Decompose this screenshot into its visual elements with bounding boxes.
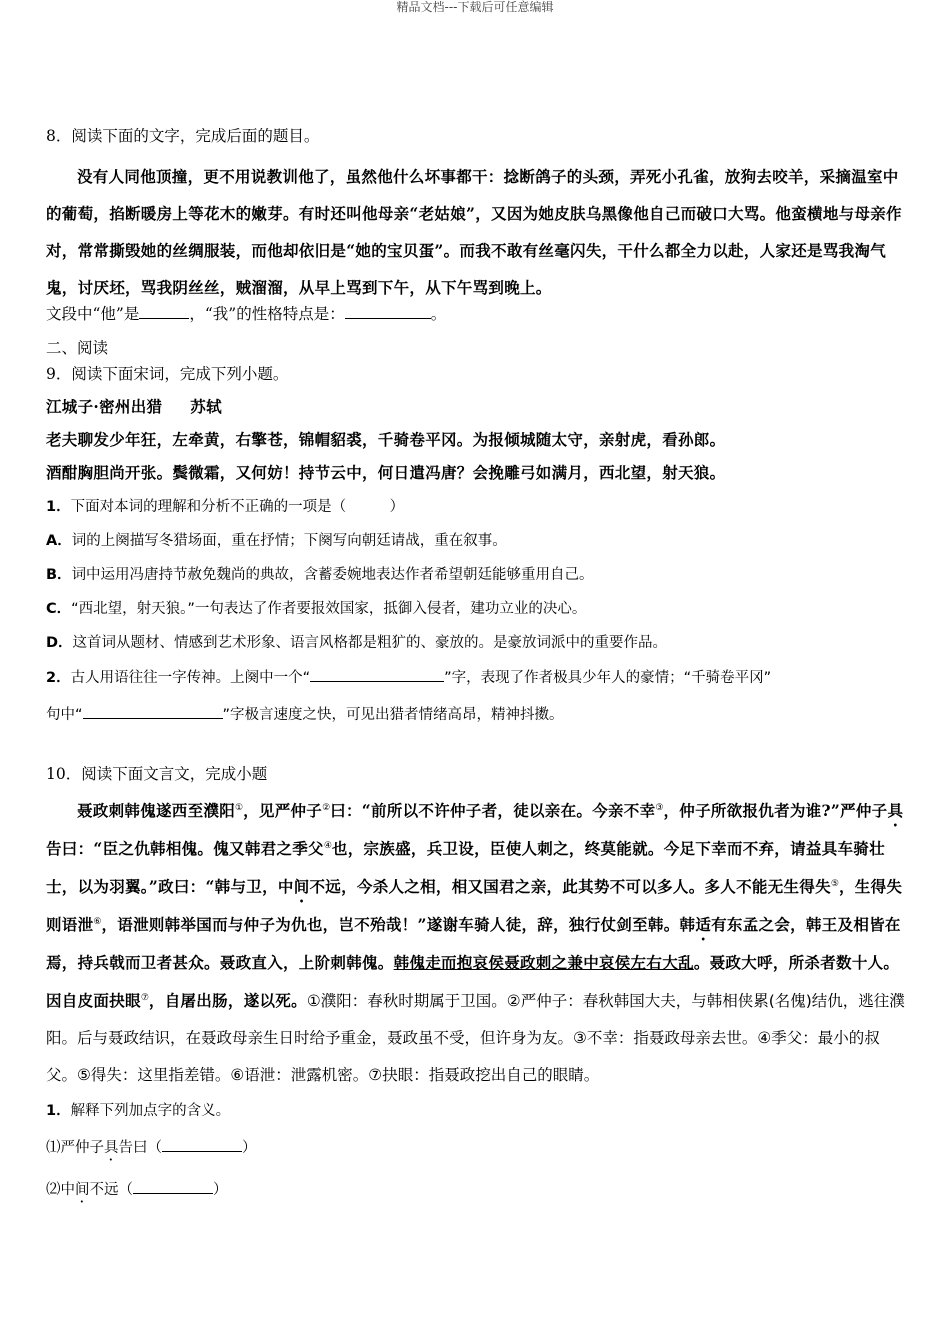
note-ref-1: ① [235, 802, 244, 813]
q8-ask-a: 文段中“他”是 [46, 305, 140, 323]
q10-item-2 [46, 1178, 908, 1206]
option-a-text: 词的上阕描写冬猎场面，重在抒情；下阕写向朝廷请战，重在叙事。 [71, 533, 507, 549]
note-ref-7: ⑦ [140, 992, 149, 1003]
q8-question [46, 303, 908, 325]
q10-item-1-dot: 具 [104, 1140, 119, 1156]
q10-text-5: 也，宗族盛，兵卫设，臣使人刺之，终莫能就。今足下幸而不弃，请益具车骑壮士，以为羽翼。”政曰：“韩与卫，中 [46, 839, 885, 896]
option-b-label: B． [46, 567, 72, 583]
option-b[interactable] [46, 564, 908, 586]
document-body [46, 125, 908, 1206]
q10-sub1-text: 解释下列加点字的含义。 [70, 1103, 231, 1119]
q8-passage: 没有人同他顶撞，更不用说教训他了，虽然他什么坏事都干：捻断鸽子的头颈，弄死小孔雀，放狗去咬羊，采摘温室中的葡萄，掐断暖房上等花木的嫩芽。有时还叫他母亲“老姑娘”，又因为她皮肤乌黑像他自己而破口大骂。他蛮横地与母亲作对，常常撕毁她的丝绸服装，而他却依旧是“她的宝贝蛋”。而我不敢有丝毫闪失，干什么都全力以赴，人家还是骂我淘气鬼，讨厌坯，骂我阴丝丝，贼溜溜，从早上骂到下午，从下午骂到晚上。 [46, 167, 902, 297]
q9-sub2-number: 2． [46, 670, 71, 686]
q9-sub1-text: 下面对本词的理解和分析不正确的一项是（ ） [70, 499, 405, 515]
q10-item-2-dot: 间 [75, 1182, 90, 1198]
q9-sub2-a: 古人用语往往一字传神。上阕中一个“ [70, 670, 311, 686]
q10-sub1 [46, 1100, 908, 1122]
q9-sub2-b: ”字，表现了作者极具少年人的豪情；“千骑卷平冈” [444, 670, 772, 686]
poem-title: 江城子·密州出猎 [46, 397, 163, 416]
q9-sub2-line1 [46, 666, 908, 689]
q10-item-1-b: 告曰（ [118, 1140, 162, 1156]
q10-item-1-c: ） [242, 1140, 257, 1156]
q10-text-9: 。聂政大呼，所杀者数十人。因自皮面抉眼 [46, 953, 900, 1010]
option-c[interactable] [46, 598, 908, 620]
q8-title: 8．阅读下面的文字，完成后面的题目。 [46, 127, 320, 145]
poem-line-2: 酒酣胸胆尚开张。鬓微霜，又何妨！持节云中，何日遣冯唐？会挽雕弓如满月，西北望，射天狼。 [46, 463, 726, 482]
q10-notes: ①濮阳：春秋时期属于卫国。②严仲子：春秋韩国大夫，与韩相侠累(名傀)结仇，逃往濮阳。后与聂政结识，在聂政母亲生日时给予重金，聂政虽不受，但许身为友。③不幸：指聂政母亲去世。④季父：最小的叔父。⑤得失：这里指差错。⑥语泄：泄露机密。⑦抉眼：指聂政挖出自己的眼睛。 [46, 992, 905, 1084]
option-c-label: C． [46, 601, 72, 617]
option-b-text: 词中运用冯唐持节赦免魏尚的典故，含蓄委婉地表达作者希望朝廷能够重用自己。 [71, 567, 594, 583]
option-d[interactable] [46, 632, 908, 654]
q10-item-1 [46, 1136, 908, 1164]
q10-text-7c: 有东孟之会，韩王及相皆在焉，持兵戟而卫者甚众。聂政直入，上阶刺韩傀。 [46, 915, 901, 972]
q10-passage [46, 792, 908, 1094]
q10-text-5c: 不远，今杀人之相，相又国君之亲，此其势不可以多人。多人不能无生得失 [309, 877, 831, 896]
dotted-char-ju: 具 [887, 801, 904, 820]
option-a-label: A． [46, 533, 72, 549]
dotted-char-shi: 适 [695, 915, 712, 934]
q10-blank-2[interactable] [133, 1178, 213, 1194]
q9-sub2-c: 句中“ [46, 707, 83, 723]
q10-title: 10．阅读下面文言文，完成小题 [46, 765, 268, 783]
q10-blank-1[interactable] [162, 1136, 242, 1152]
q10-item-1-a: ⑴严仲子 [46, 1140, 104, 1156]
poem-heading [46, 396, 908, 418]
q10-text-2: ，见严仲子 [243, 801, 323, 820]
q10-text-3: 曰：“前所以不许仲子者，徒以亲在。今亲不幸 [330, 801, 656, 820]
poem-line-1: 老夫聊发少年狂，左牵黄，右擎苍，锦帽貂裘，千骑卷平冈。为报倾城随太守，亲射虎，看孙郎。 [46, 430, 726, 449]
option-c-text: “西北望，射天狼。”一句表达了作者要报效国家，抵御入侵者，建功立业的决心。 [71, 601, 587, 617]
q10-sub1-number: 1． [46, 1103, 71, 1119]
q9-blank-1[interactable] [310, 666, 444, 682]
note-ref-5: ⑤ [830, 878, 839, 889]
q10-text-4: ，仲子所欲报仇者为谁?”严仲子 [663, 801, 888, 820]
q9-blank-2[interactable] [83, 703, 223, 719]
q8-ask-c: 。 [430, 305, 447, 323]
option-d-label: D． [46, 635, 73, 651]
q10-text-1: 聂政刺韩傀遂西至濮阳 [77, 801, 236, 820]
note-ref-2: ② [322, 802, 331, 813]
underlined-sentence: 韩傀走而抱哀侯聂政刺之兼中哀侯左右大乱 [393, 953, 694, 972]
q10-text-10: ，自屠出肠，遂以死。 [148, 991, 307, 1010]
q10-item-2-a: ⑵中 [46, 1182, 75, 1198]
option-d-text: 这首词从题材、情感到艺术形象、语言风格都是粗犷的、豪放的。是豪放词派中的重要作品。 [72, 635, 668, 651]
note-ref-4: ④ [323, 840, 332, 851]
q8-blank-wo[interactable] [345, 303, 431, 319]
option-a[interactable] [46, 530, 908, 552]
q9-sub2-d: ”字极言速度之快，可见出猎者情绪高昂，精神抖擞。 [222, 707, 564, 723]
q10-text-6: ，生得失则语泄 [46, 877, 903, 934]
q8-ask-b: ，“我”的性格特点是： [189, 305, 345, 323]
section-title: 二、阅读 [46, 339, 109, 357]
dotted-char-jian: 间 [293, 877, 310, 896]
note-ref-6: ⑥ [93, 916, 102, 927]
q8-blank-he[interactable] [139, 303, 189, 319]
page-header: 精品文档---下载后可任意编辑 [396, 0, 554, 14]
q9-sub1 [46, 496, 908, 518]
q9-sub2-line2 [46, 703, 908, 726]
q10-item-2-c: ） [213, 1182, 228, 1198]
q10-text-4c: 告曰：“臣之仇韩相傀。傀又韩君之季父 [46, 839, 324, 858]
poem-author: 苏轼 [190, 397, 222, 416]
note-ref-3: ③ [655, 802, 664, 813]
q9-sub1-number: 1． [46, 499, 71, 515]
q9-title: 9．阅读下面宋词，完成下列小题。 [46, 365, 289, 383]
q10-item-2-b: 不远（ [89, 1182, 133, 1198]
q10-text-7: ，语泄则韩举国而与仲子为仇也，岂不殆哉！”遂谢车骑人徒，辞，独行仗剑至韩。韩 [101, 915, 696, 934]
